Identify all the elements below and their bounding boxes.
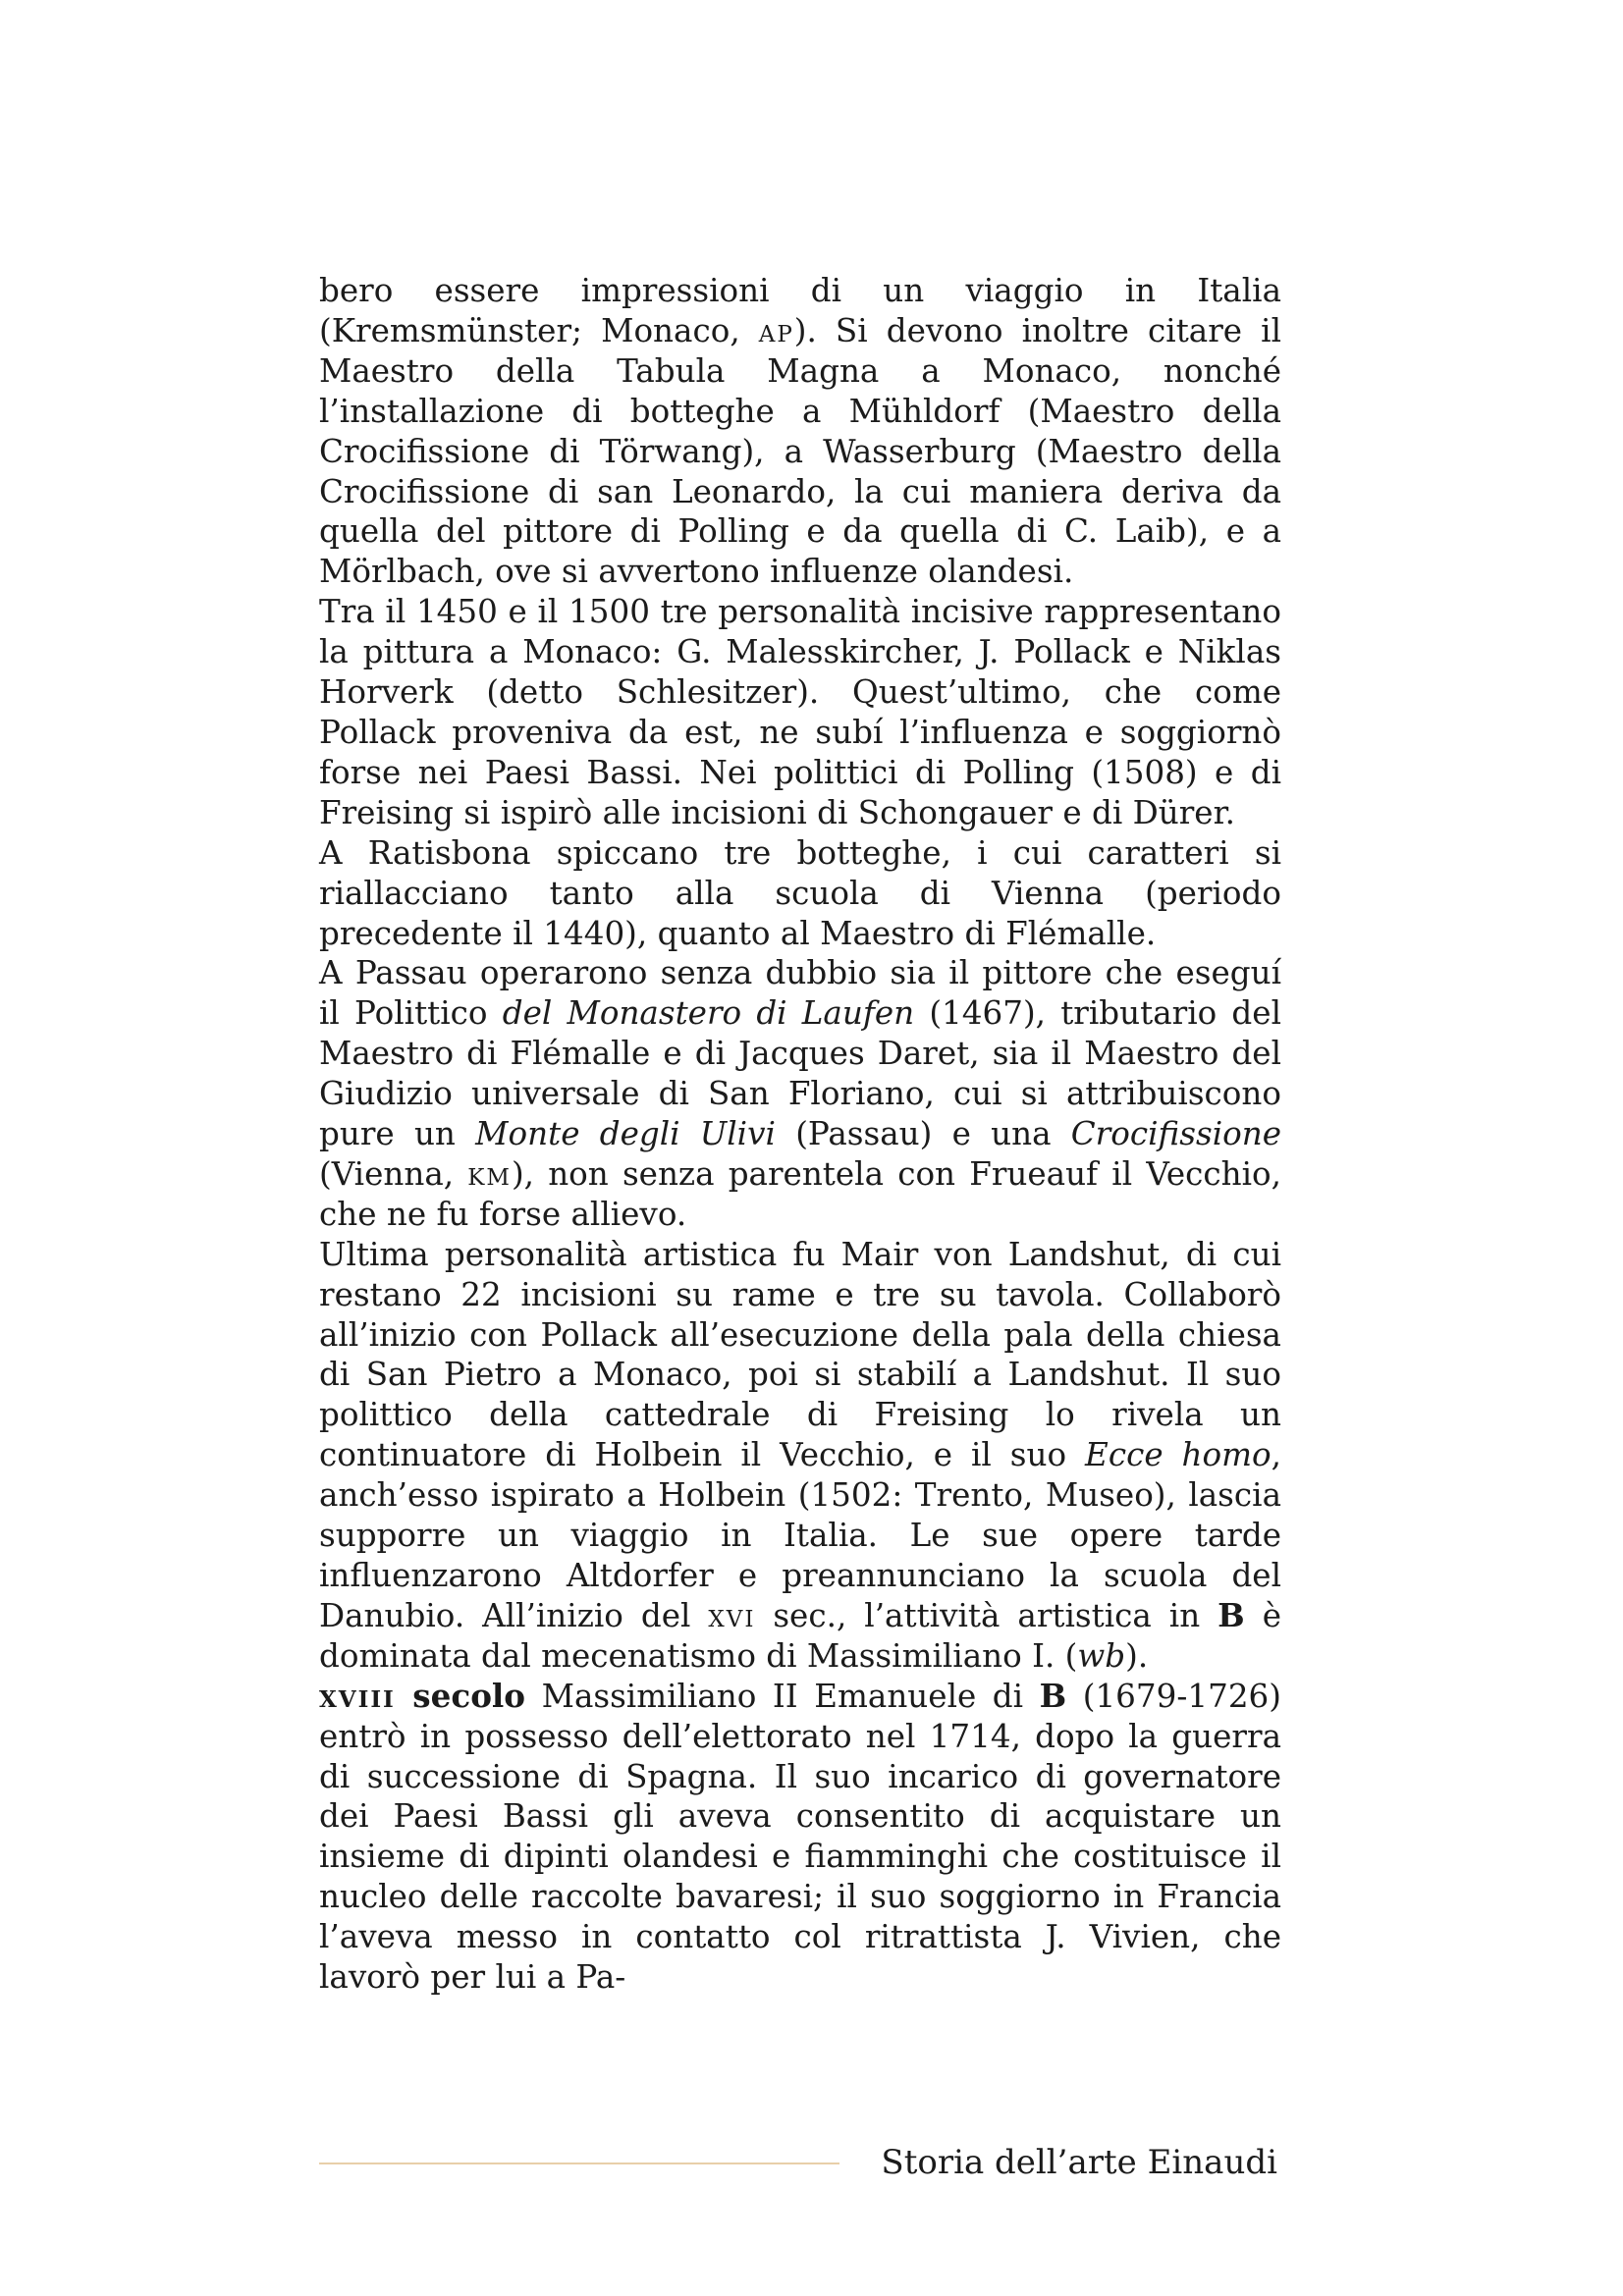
p4-text-5: ), non senza parentela con Frueauf il Vecchio, che ne fu forse allievo. — [319, 1154, 1281, 1233]
p5-text-1: Ultima personalità artistica fu Mair von Landshut, di cui restano 22 incisioni su rame e tre su tavola. Collaborò all’inizio con Pollack all’esecuzione della pala della chiesa di San Pietro a Monaco, poi si stabilí a Landshut. Il suo polittico della cattedrale di Freising lo rivela un continuatore di Holbein il Vecchio, e il suo — [319, 1235, 1281, 1474]
paragraph-1 — [319, 271, 1281, 592]
paragraph-3: A Ratisbona spiccano tre botteghe, i cui caratteri si riallacciano tanto alla scuola di Vienna (periodo precedente il 1440), quanto al Maestro di Flémalle. — [319, 833, 1281, 952]
paragraph-6 — [319, 1677, 1281, 1998]
paragraph-4 — [319, 953, 1281, 1234]
p4-italic-title-1: del Monastero di Laufen — [502, 994, 915, 1033]
p5-text-5: ). — [1125, 1636, 1149, 1675]
p4-abbrev-km: km — [467, 1154, 512, 1193]
p6-bold-b: B — [1039, 1676, 1067, 1715]
p4-italic-title-2: Monte degli Ulivi — [475, 1115, 776, 1153]
p5-bold-b: B — [1217, 1595, 1245, 1634]
p4-text-2: (1467), tributario del Maestro di Flémalle e di Jacques Daret, sia il Maestro del Giudizio universale di San Floriano, cui si attribuiscono pure un — [319, 994, 1281, 1153]
p5-italic-title-1: Ecce homo — [1085, 1436, 1271, 1474]
p1-text-1: bero essere impressioni di un viaggio in Italia (Kremsmünster; Monaco, — [319, 272, 1281, 349]
p5-text-4: è dominata dal mecenatismo di Massimiliano I. ( — [319, 1596, 1281, 1675]
paragraph-2: Tra il 1450 e il 1500 tre personalità incisive rappresentano la pittura a Monaco: G. Malesskircher, J. Pollack e Niklas Horverk (detto Schlesitzer). Quest’ultimo, che come Pollack proveniva da est, ne subí l’influenza e soggiornò forse nei Paesi Bassi. Nei polittici di Polling (1508) e di Freising si ispirò alle incisioni di Schongauer e di Dürer. — [319, 593, 1281, 831]
p5-author-initials: wb — [1077, 1636, 1126, 1675]
p4-italic-title-3: Crocifissione — [1070, 1115, 1281, 1153]
p4-text-4: (Vienna, — [319, 1154, 468, 1193]
article-body — [319, 271, 1281, 1998]
p5-century-xvi: xvi — [708, 1596, 756, 1634]
footer-title: Storia dell’arte Einaudi — [881, 2143, 1277, 2182]
p4-text-3: (Passau) e una — [775, 1115, 1071, 1153]
p5-text-2: , anch’esso ispirato a Holbein (1502: Trento, Museo), lascia supporre un viaggio in Italia. Le sue opere tarde influenzarono Altdorfer e preannunciano la scuola del Danubio. All’inizio del — [319, 1436, 1282, 1634]
p4-text-1: A Passau operarono senza dubbio sia il pittore che eseguí il Polittico — [319, 954, 1281, 1033]
footer-divider — [319, 2163, 839, 2164]
p5-text-3: sec., l’attività artistica in — [755, 1596, 1218, 1634]
p6-text-1: Massimiliano II Emanuele di — [525, 1677, 1040, 1715]
p1-text-2: ). Si devono inoltre citare il Maestro della Tabula Magna a Monaco, nonché l’installazione di botteghe a Mühldorf (Maestro della Crocifissione di Törwang), a Wasserburg (Maestro della Crocifissione di san Leonardo, la cui maniera deriva da quella del pittore di Polling e da quella di C. Laib), e a Mörlbach, ove si avvertono influenze olandesi. — [319, 311, 1281, 591]
section-heading-century: xviii — [319, 1676, 396, 1715]
paragraph-5 — [319, 1235, 1281, 1677]
p6-text-2: (1679-1726) entrò in possesso dell’elettorato nel 1714, dopo la guerra di successione di Spagna. Il suo incarico di governatore dei Paesi Bassi gli aveva consentito di acquistare un insieme di dipinti olandesi e fiamminghi che costituisce il nucleo delle raccolte bavaresi; il suo soggiorno in Francia l’aveva messo in contatto col ritrattista J. Vivien, che lavorò per lui a Pa- — [319, 1677, 1281, 1997]
p1-abbrev-ap: ap — [758, 311, 794, 349]
section-heading-secolo: secolo — [395, 1676, 526, 1715]
